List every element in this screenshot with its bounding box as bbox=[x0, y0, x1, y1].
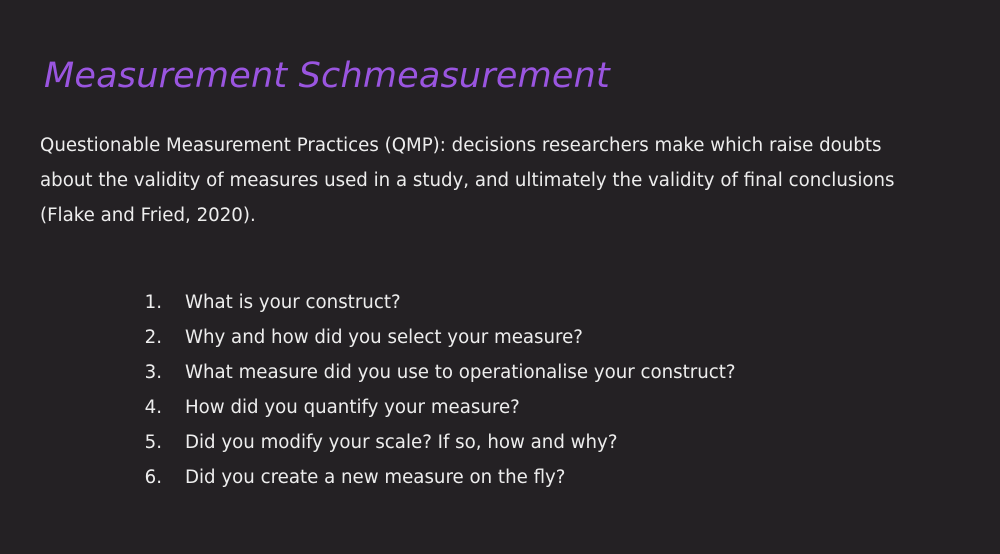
list-item bbox=[130, 425, 736, 460]
slide-title: Measurement Schmeasurement bbox=[44, 56, 610, 96]
list-item bbox=[130, 285, 736, 320]
list-item-number: 3. bbox=[144, 362, 162, 383]
definition-paragraph bbox=[40, 128, 970, 233]
list-item bbox=[130, 460, 736, 495]
list-item-number: 6. bbox=[144, 467, 162, 488]
list-item-number: 2. bbox=[144, 327, 162, 348]
definition-line: Questionable Measurement Practices (QMP): decisions researchers make which raise doubts bbox=[40, 135, 882, 156]
list-item-number: 5. bbox=[144, 432, 162, 453]
list-item-text: What measure did you use to operationalise your construct? bbox=[185, 362, 736, 383]
list-item-number: 4. bbox=[144, 397, 162, 418]
list-item bbox=[130, 355, 736, 390]
list-item-text: Did you modify your scale? If so, how and why? bbox=[185, 432, 618, 453]
list-item-text: Did you create a new measure on the fly? bbox=[185, 467, 566, 488]
list-item-number: 1. bbox=[144, 292, 162, 313]
list-item-text: Why and how did you select your measure? bbox=[185, 327, 583, 348]
definition-line: about the validity of measures used in a study, and ultimately the validity of final conclusions bbox=[40, 170, 895, 191]
questions-list bbox=[130, 285, 736, 495]
list-item bbox=[130, 320, 736, 355]
definition-line: (Flake and Fried, 2020). bbox=[40, 205, 256, 226]
list-item-text: What is your construct? bbox=[185, 292, 401, 313]
list-item bbox=[130, 390, 736, 425]
list-item-text: How did you quantify your measure? bbox=[185, 397, 520, 418]
